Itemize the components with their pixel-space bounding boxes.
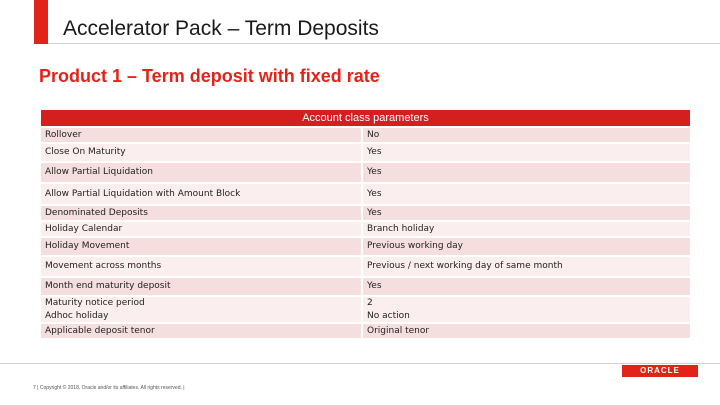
parameter-name: Allow Partial Liquidation xyxy=(45,167,153,177)
parameter-value-cell xyxy=(363,324,690,338)
table-row xyxy=(41,144,690,161)
parameter-value-cell xyxy=(363,278,690,295)
parameter-value: Yes xyxy=(367,167,382,177)
parameter-value-cell xyxy=(363,144,690,161)
parameter-name: Denominated Deposits xyxy=(45,207,148,218)
parameter-value-cell xyxy=(363,222,690,236)
parameter-name-cell xyxy=(41,257,361,276)
parameter-value-cell xyxy=(363,206,690,220)
table-row xyxy=(41,324,690,338)
table-row xyxy=(41,128,690,142)
parameter-name: Adhoc holiday xyxy=(45,310,109,321)
parameter-name-cell xyxy=(41,206,361,220)
parameter-value-cell xyxy=(363,184,690,204)
parameter-value-cell xyxy=(363,163,690,182)
parameter-name-cell xyxy=(41,163,361,182)
parameter-name-cell xyxy=(41,184,361,204)
parameter-name: Month end maturity deposit xyxy=(45,281,171,291)
parameter-name: Rollover xyxy=(45,129,82,140)
parameter-name-cell xyxy=(41,222,361,236)
parameter-value: Yes xyxy=(367,207,382,218)
parameter-name: Applicable deposit tenor xyxy=(45,325,155,336)
copyright-text: Copyright © 2018, Oracle and/or its affiliates. All rights reserved. xyxy=(39,385,182,391)
footer-text xyxy=(33,385,185,391)
parameter-value: Branch holiday xyxy=(367,223,435,234)
table-row xyxy=(41,297,690,322)
footer-separator: | xyxy=(37,385,40,391)
title-divider xyxy=(48,43,720,44)
table-row xyxy=(41,257,690,276)
parameter-value: Yes xyxy=(367,147,382,157)
parameter-value: 2 xyxy=(367,297,373,308)
parameter-name: Holiday Movement xyxy=(45,241,130,251)
parameter-name: Maturity notice period xyxy=(45,297,145,308)
parameter-name: Close On Maturity xyxy=(45,147,126,157)
parameters-table xyxy=(41,110,690,338)
table-header: Account class parameters xyxy=(41,110,690,126)
parameter-value: Previous / next working day of same month xyxy=(367,261,563,271)
parameter-value: Yes xyxy=(367,188,382,199)
parameter-name-cell xyxy=(41,297,361,322)
parameter-value-cell xyxy=(363,128,690,142)
parameter-value-cell xyxy=(363,297,690,322)
parameter-name-cell xyxy=(41,238,361,255)
parameter-value: No xyxy=(367,129,380,140)
parameter-value: No action xyxy=(367,310,410,321)
slide-title: Accelerator Pack – Term Deposits xyxy=(63,17,379,40)
footer-divider xyxy=(0,363,720,364)
table-row xyxy=(41,206,690,220)
table-row xyxy=(41,163,690,182)
table-row xyxy=(41,238,690,255)
oracle-logo: ORACLE xyxy=(622,365,698,377)
title-accent-bar xyxy=(34,0,48,44)
footer-separator-end: | xyxy=(183,385,185,391)
slide-subtitle: Product 1 – Term deposit with fixed rate xyxy=(39,66,380,86)
parameter-value-cell xyxy=(363,238,690,255)
parameter-value: Yes xyxy=(367,281,382,291)
parameter-name-cell xyxy=(41,324,361,338)
parameter-name-cell xyxy=(41,278,361,295)
parameter-name: Holiday Calendar xyxy=(45,223,123,234)
parameter-name-cell xyxy=(41,144,361,161)
parameter-name: Allow Partial Liquidation with Amount Block xyxy=(45,188,241,199)
parameter-value-cell xyxy=(363,257,690,276)
table-row xyxy=(41,222,690,236)
table-row xyxy=(41,278,690,295)
table-body xyxy=(41,128,690,338)
page-number: 7 xyxy=(33,385,36,391)
parameter-value: Previous working day xyxy=(367,241,464,251)
parameter-name: Movement across months xyxy=(45,261,162,271)
table-row xyxy=(41,184,690,204)
parameter-name-cell xyxy=(41,128,361,142)
parameter-value: Original tenor xyxy=(367,325,430,336)
